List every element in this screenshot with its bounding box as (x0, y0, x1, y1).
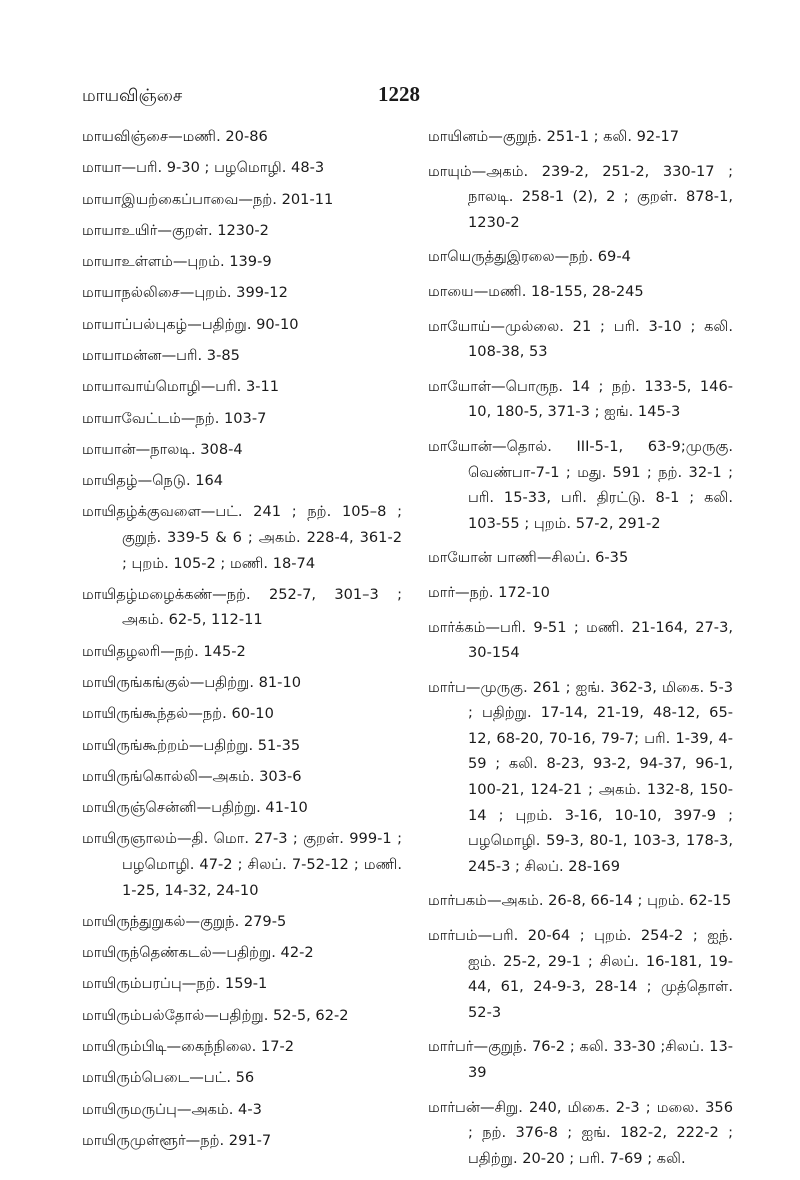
entry-headword: மாயிதழ் (82, 472, 138, 490)
entry-headword: மாயிரும்பெடை (82, 1069, 190, 1087)
index-entry (428, 244, 733, 270)
index-entry (82, 124, 402, 150)
entry-headword: மாயோன் (428, 437, 493, 455)
entry-references: —முருகு. 261 ; ஐங். 362-3, மிகை. 5-3 ; பதிற்று. 17-14, 21-19, 48-12, 65-12, 68-20, 70-16, 79-7; பரி. 1-39, 4-59 ; கலி. 8-23, 93-2, 94-37, 96-1, 100-21, 124-21 ; அகம். 132-8, 150-14 ; புறம். 3-16, 10-10, 397-9 ; பழமொழி. 59-3, 80-1, 103-3, 178-3, 245-3 ; சிலப். 28-169 (465, 678, 733, 875)
entry-references: —பரி. 3-85 (161, 346, 240, 364)
index-entry (428, 159, 733, 236)
entry-headword: மாயிருங்கூந்தல் (82, 705, 189, 723)
entry-headword: மாயெருத்துஇரலை (428, 248, 555, 266)
entry-headword: மாயிருங்கூற்றம் (82, 736, 189, 754)
index-entry (82, 1034, 402, 1060)
index-entry (82, 437, 402, 463)
entry-headword: மாயிரும்பிடி (82, 1038, 167, 1055)
index-entry (82, 468, 402, 494)
index-entry (428, 923, 733, 1025)
entry-headword: மார்பர் (428, 1038, 474, 1056)
entry-references: —தி. மொ. 27-3 ; குறள். 999-1 ; பழமொழி. 47-2 ; சிலப். 7-52-12 ; மணி. 1-25, 14-32, 24-10 (122, 830, 402, 899)
entry-headword: மாயாவாய்மொழி (82, 378, 201, 396)
index-entry (82, 280, 402, 306)
index-entry (82, 312, 402, 338)
entry-headword: மார்ப (428, 678, 466, 696)
entry-headword: மாயாஇயற்கைப்பாவை (82, 190, 239, 208)
entry-headword: மாயிருங்கொல்லி (82, 767, 198, 785)
entry-headword: மாயிதழ்மழைக்கண் (82, 585, 213, 603)
entry-references: —பரி. 9-51 ; மணி. 21-164, 27-3, 30-154 (468, 618, 733, 662)
index-entry (82, 826, 402, 903)
entry-references: —நற். 159-1 (181, 975, 268, 993)
entry-headword: மாயா (82, 159, 122, 177)
entry-headword: மார்பன் (428, 1098, 481, 1116)
entry-headword: மாயினம் (428, 128, 489, 145)
index-entry (82, 249, 402, 275)
entry-references: —நெடு. 164 (137, 472, 224, 490)
index-entry (82, 909, 402, 935)
index-entry (428, 1095, 733, 1172)
entry-references: —முல்லை. 21 ; பரி. 3-10 ; கலி. 108-38, 53 (468, 317, 733, 361)
index-entry (82, 187, 402, 213)
entry-headword: மாயிருமருப்பு (82, 1100, 177, 1118)
index-entry (428, 675, 733, 880)
entry-headword: மாயாஉயிர் (82, 221, 158, 239)
entry-references: —நற். 252-7, 301–3 ; அகம். 62-5, 112-11 (122, 585, 402, 629)
page-number: 1228 (378, 82, 420, 106)
entry-references: —நற். 201-11 (238, 190, 334, 208)
index-entry (82, 582, 402, 633)
entry-references: —பட். 241 ; நற். 105–8 ; குறுந். 339-5 & 6 ; அகம். 228-4, 361-2 ; புறம். 105-2 ; மணி. 18-74 (122, 503, 402, 572)
entry-references: —நற். 291-7 (185, 1131, 272, 1149)
entry-headword: மாயை (428, 282, 474, 300)
index-entry (82, 940, 402, 966)
index-entry (82, 374, 402, 400)
entry-headword: மாயவிஞ்சை (82, 128, 169, 145)
entry-headword: மாயிருந்தெண்கடல் (82, 944, 212, 962)
running-header-word: மாயவிஞ்சை (82, 86, 183, 106)
entry-headword: மாயான் (82, 440, 136, 458)
entry-references: —பதிற்று. 81-10 (189, 674, 302, 691)
entry-references: —குறள். 1230-2 (157, 221, 269, 239)
entry-references: —நற். 69-4 (554, 248, 631, 266)
index-entry (82, 1097, 402, 1123)
entry-references: —குறுந். 76-2 ; கலி. 33-30 ;சிலப். 13-39 (468, 1038, 733, 1081)
index-entry (82, 795, 402, 821)
entry-references: —பதிற்று. 52-5, 62-2 (204, 1006, 349, 1024)
entry-headword: மாயோய் (428, 317, 491, 335)
entry-references: —மணி. 20-86 (168, 128, 268, 145)
entry-references: —பரி. 20-64 ; புறம். 254-2 ; ஐந். ஐம். 25-2, 29-1 ; சிலப். 16-181, 19-44, 61, 24-9-3, 28-14 ; முத்தொள். 52-3 (468, 927, 733, 1021)
entry-references: —சிலப். 6-35 (536, 549, 629, 567)
index-entry (428, 314, 733, 365)
entry-references: —பதிற்று. 42-2 (211, 944, 314, 962)
entry-headword: மார்பம் (428, 927, 478, 945)
index-entry (428, 888, 733, 914)
entry-references: —பதிற்று. 51-35 (188, 736, 301, 754)
index-entry (82, 499, 402, 576)
entry-headword: மாயாவேட்டம் (82, 409, 181, 427)
index-entry (82, 218, 402, 244)
entry-references: —தொல். III-5-1, 63-9;முருகு. வெண்பா-7-1 ; மது. 591 ; நற். 32-1 ; பரி. 15-33, பரி. திரட்டு. 8-1 ; கலி. 103-55 ; புறம். 57-2, 291-2 (468, 437, 733, 532)
entry-headword: மாயிதழ்க்குவளை (82, 503, 201, 521)
index-entry (428, 1034, 733, 1085)
entry-references: —பதிற்று. 90-10 (187, 315, 299, 333)
left-column (82, 124, 402, 1159)
entry-references: —பட். 56 (189, 1069, 255, 1087)
entry-headword: மாயாநல்லிசை (82, 284, 180, 302)
entry-references: —பொருந. 14 ; நற். 133-5, 146-10, 180-5, 371-3 ; ஐங். 145-3 (468, 377, 733, 421)
entry-references: —நற். 172-10 (455, 583, 550, 601)
entry-headword: மார்பகம் (428, 892, 487, 910)
entry-headword: மாயோள் (428, 377, 492, 395)
entry-references: —பதிற்று. 41-10 (196, 799, 308, 817)
entry-headword: மாயாப்பல்புகழ் (82, 315, 188, 333)
entry-headword: மாயாமன்ன (82, 346, 162, 364)
index-entry (428, 615, 733, 666)
index-entry (428, 434, 733, 536)
entry-headword: மாயிருஞாலம் (82, 830, 178, 848)
entry-headword: மாயிரும்பல்தோல் (82, 1006, 205, 1024)
entry-headword: மார் (428, 583, 455, 601)
index-entry (82, 1003, 402, 1029)
entry-references: —புறம். 139-9 (172, 253, 272, 271)
entry-references: —நற். 103-7 (180, 409, 267, 427)
entry-headword: மாயும் (428, 162, 472, 180)
entry-references: —மணி. 18-155, 28-245 (473, 282, 644, 300)
entry-headword: மாயிரும்பரப்பு (82, 975, 182, 993)
entry-references: —நற். 60-10 (188, 705, 274, 723)
index-entry (82, 764, 402, 790)
index-entry (428, 545, 733, 571)
index-entry (82, 343, 402, 369)
index-entry (82, 155, 402, 181)
entry-headword: மாயிருமுள்ளூர் (82, 1131, 186, 1149)
entry-headword: மாயிருங்கங்குல் (82, 674, 190, 691)
index-entry (82, 639, 402, 665)
entry-references: —அகம். 26-8, 66-14 ; புறம். 62-15 (486, 892, 732, 910)
entry-references: —கைந்நிலை. 17-2 (166, 1038, 295, 1055)
entry-headword: மாயிருஞ்சென்னி (82, 799, 197, 817)
entry-references: —சிறு. 240, மிகை. 2-3 ; மலை. 356 ; நற். 376-8 ; ஐங். 182-2, 222-2 ; பதிற்று. 20-20 ; பரி. 7-69 ; கலி. (468, 1098, 733, 1167)
index-entry (82, 971, 402, 997)
entry-headword: மாயிதழலரி (82, 642, 161, 660)
right-column (428, 124, 733, 1180)
index-entry (428, 279, 733, 305)
entry-headword: மாயோன் பாணி (428, 549, 537, 567)
index-entry (82, 406, 402, 432)
index-entry (82, 701, 402, 727)
entry-headword: மாயாஉள்ளம் (82, 253, 173, 271)
index-entry (428, 124, 733, 150)
index-entry (428, 374, 733, 425)
entry-references: —அகம். 4-3 (176, 1100, 262, 1118)
entry-references: —அகம். 303-6 (197, 767, 302, 785)
entry-references: —அகம். 239-2, 251-2, 330-17 ; நாலடி. 258-1 (2), 2 ; குறள். 878-1, 1230-2 (468, 162, 733, 231)
index-entry (82, 1065, 402, 1091)
index-entry (82, 733, 402, 759)
entry-references: —புறம். 399-12 (179, 284, 288, 302)
entry-headword: மாயிருந்துறுகல் (82, 912, 186, 930)
entry-references: —நற். 145-2 (160, 642, 246, 660)
entry-references: —நாலடி. 308-4 (135, 440, 243, 458)
index-entry (82, 670, 402, 696)
index-entry (428, 580, 733, 606)
entry-references: —குறுந். 279-5 (185, 912, 287, 930)
entry-headword: மார்க்கம் (428, 618, 486, 636)
entry-references: —பரி. 3-11 (200, 378, 280, 396)
index-entry (82, 1128, 402, 1154)
entry-references: —குறுந். 251-1 ; கலி. 92-17 (488, 128, 680, 145)
entry-references: —பரி. 9-30 ; பழமொழி. 48-3 (121, 159, 325, 177)
